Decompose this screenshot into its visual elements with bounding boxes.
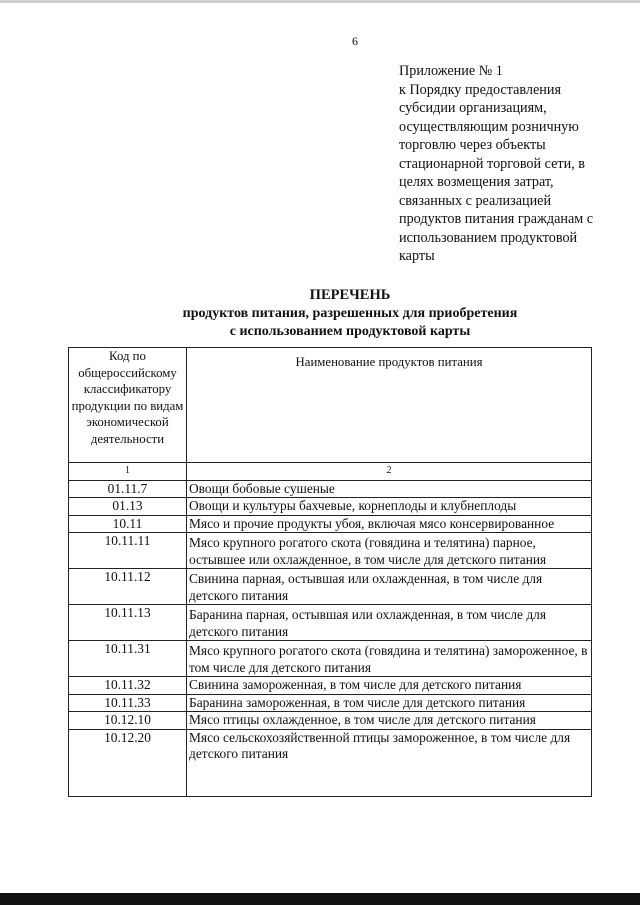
row-name: Мясо и прочие продукты убоя, включая мясо консервированное [187, 515, 592, 533]
table-row [69, 480, 592, 498]
appendix-line: использованием продуктовой [399, 229, 578, 246]
appendix-line: Приложение № 1 [399, 63, 503, 79]
table-row [69, 729, 592, 796]
row-code: 10.11.33 [69, 694, 187, 712]
row-name: Овощи бобовые сушеные [187, 480, 592, 498]
column-number: 2 [187, 463, 592, 481]
row-name: Баранина замороженная, в том числе для детского питания [187, 694, 592, 712]
table-row [69, 569, 592, 605]
row-code: 10.11.12 [69, 569, 187, 605]
row-code: 01.11.7 [69, 480, 187, 498]
table-row [69, 533, 592, 569]
document-subtitle-line-1: продуктов питания, разрешенных для приобретения [182, 306, 518, 321]
table-header-row [69, 348, 592, 463]
row-name: Свинина парная, остывшая или охлажденная, в том числе для детского питания [187, 569, 592, 605]
appendix-line: осуществляющим розничную [399, 118, 579, 135]
table-row [69, 677, 592, 695]
appendix-line: торговлю через объекты [399, 137, 546, 153]
table-row [69, 694, 592, 712]
table-row [69, 641, 592, 677]
appendix-line: субсидии организациям, [399, 100, 547, 116]
row-code: 10.11.11 [69, 533, 187, 569]
appendix-line: к Порядку предоставления [399, 81, 561, 98]
appendix-note [399, 62, 609, 266]
scan-edge-bottom [0, 893, 640, 905]
scan-edge-top [0, 0, 640, 3]
row-code: 01.13 [69, 498, 187, 516]
row-code: 10.11.32 [69, 677, 187, 695]
page-number: 6 [352, 34, 358, 48]
appendix-line: стационарной торговой сети, в [399, 155, 586, 172]
row-code: 10.11.31 [69, 641, 187, 677]
row-code: 10.12.20 [69, 729, 187, 796]
row-code: 10.11 [69, 515, 187, 533]
column-number-row [69, 463, 592, 481]
appendix-line: связанных с реализацией [399, 192, 552, 209]
document-subtitle-line-2: с использованием продуктовой карты [229, 324, 471, 339]
column-number: 1 [69, 463, 187, 481]
row-name: Мясо крупного рогатого скота (говядина и телятина) замороженное, в том числе для детского питания [187, 641, 592, 677]
table-row [69, 712, 592, 730]
row-name: Овощи и культуры бахчевые, корнеплоды и клубнеплоды [187, 498, 592, 516]
row-name: Мясо крупного рогатого скота (говядина и телятина) парное, остывшее или охлажденное, в том числе для детского питания [187, 533, 592, 569]
row-name: Мясо сельскохозяйственной птицы замороженное, в том числе для детского питания [187, 729, 592, 796]
document-title: ПЕРЕЧЕНЬ [309, 287, 391, 303]
header-name-column: Наименование продуктов питания [187, 348, 592, 463]
row-name: Свинина замороженная, в том числе для детского питания [187, 677, 592, 695]
header-code-column: Код по общероссийскому классификатору продукции по видам экономической деятельности [69, 348, 187, 463]
table-row [69, 605, 592, 641]
row-name: Мясо птицы охлажденное, в том числе для детского питания [187, 712, 592, 730]
table-row [69, 515, 592, 533]
products-table [68, 347, 592, 797]
table-row [69, 498, 592, 516]
appendix-line: целях возмещения затрат, [399, 174, 554, 190]
appendix-line: продуктов питания гражданам с [399, 211, 594, 227]
appendix-line: карты [399, 248, 435, 264]
row-name: Баранина парная, остывшая или охлажденная, в том числе для детского питания [187, 605, 592, 641]
row-code: 10.11.13 [69, 605, 187, 641]
row-code: 10.12.10 [69, 712, 187, 730]
